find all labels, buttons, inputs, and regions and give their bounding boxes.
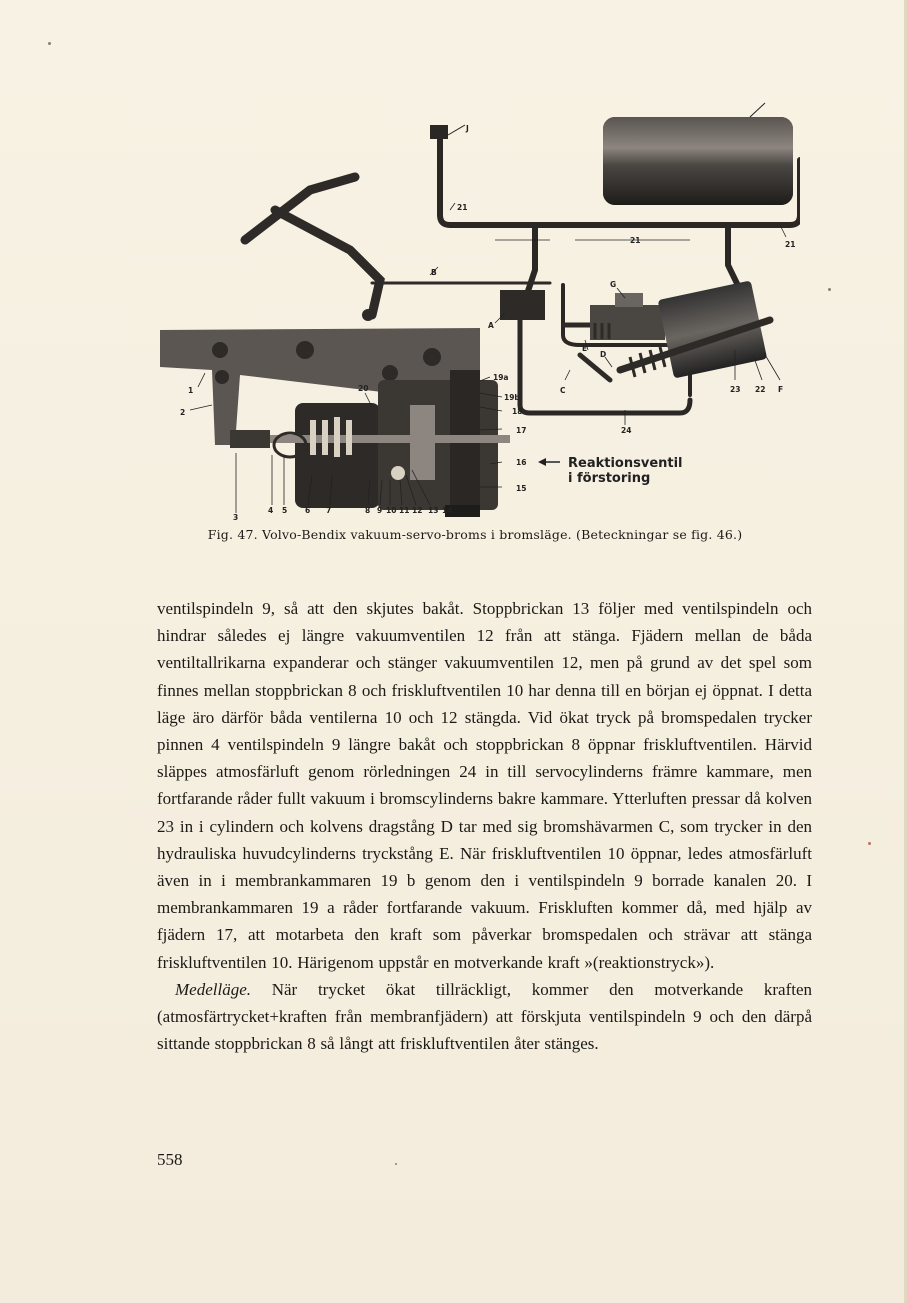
label-8: 8 (365, 506, 371, 515)
body-text (157, 595, 812, 1057)
check-valve-j (430, 125, 448, 139)
label-d: D (600, 350, 607, 359)
label-3: 3 (233, 513, 239, 522)
brake-servo-figure (150, 95, 800, 525)
vacuum-tank (603, 103, 793, 205)
label-20: 20 (358, 384, 369, 393)
label-c: C (560, 386, 566, 395)
paper-speck (828, 288, 831, 291)
label-22: 22 (755, 385, 766, 394)
paper-speck (868, 842, 871, 845)
label-14: 14 (442, 506, 453, 515)
label-13: 13 (428, 506, 439, 515)
paragraph-1: ventilspindeln 9, så att den skjutes bakåt. Stoppbrickan 13 följer med ventilspindeln och hindrar således ej längre vakuumventilen 12 från att stänga. Fjädern mellan de båda ventiltallrikarna expanderar och stänger vakuumventilen 12, men på grund av det spel som finnes mellan stoppbrickan 8 och friskluftventilen 10 har denna till en början ej öppnat. I detta läge äro därför båda ventilerna 10 och 12 stängda. Vid ökat tryck på bromspedalen trycker pinnen 4 ventilspindeln 9 längre bakåt och stoppbrickan 8 öppnar friskluftventilen. Härvid släppes atmosfärluft genom rörledningen 24 in till servocylinderns främre kammare, men fortfarande råder fullt vakuum i bromscylinderns bakre kammare. Ytterluften pressar då kolven 23 in i cylindern och kolvens dragstång D tar med sig bromshävarmen C, som trycker in den hydrauliska huvudcylinderns tryckstång E. När friskluftventilen 10 öppnar, ledes atmosfärluft även in i membrankammaren 19 b genom den i ventilspindeln 9 borrade kanalen 20. I membrankammaren 19 a råder fortfarande vakuum. Friskluften kommer då, med hjälp av fjädern 17, att motarbeta den kraft som påverkar bromspedalen och strävar att stänga friskluftventilen 10. Härigenom uppstår en motverkande kraft »(reaktionstryck»). (157, 599, 812, 972)
paper-speck (395, 1163, 397, 1165)
paragraph-2-heading: Medelläge. (175, 979, 251, 999)
label-4: 4 (268, 506, 274, 515)
label-10: 10 (386, 506, 397, 515)
master-cylinder (500, 290, 665, 340)
label-24: 24 (621, 426, 632, 435)
figure-caption: Fig. 47. Volvo-Bendix vakuum-servo-broms i bromsläge. (Beteckningar se fig. 46.) (207, 527, 743, 542)
label-21-middle: 21 (630, 236, 641, 245)
label-5: 5 (282, 506, 288, 515)
label-6: 6 (305, 506, 311, 515)
label-e: E (582, 344, 588, 353)
label-7: 7 (326, 506, 332, 515)
page-number: 558 (157, 1150, 183, 1169)
label-18: 18 (512, 407, 523, 416)
label-12: 12 (412, 506, 423, 515)
label-21-upper: 21 (457, 203, 468, 212)
label-19b: 19b (504, 393, 520, 402)
label-11: 11 (399, 506, 410, 515)
label-16: 16 (516, 458, 527, 467)
label-21-right: 21 (785, 240, 796, 249)
label-2: 2 (180, 408, 186, 417)
label-23: 23 (730, 385, 741, 394)
label-19a: 19a (493, 373, 509, 382)
label-g: G (610, 280, 617, 289)
label-1: 1 (188, 386, 194, 395)
paragraph-2 (157, 976, 812, 1058)
reaction-valve-callout (538, 456, 683, 486)
label-j: J (466, 124, 469, 133)
callout-line-1: Reaktionsventil (568, 456, 683, 471)
label-9: 9 (377, 506, 383, 515)
label-f: F (778, 385, 784, 394)
paper-speck (48, 42, 51, 45)
label-15: 15 (516, 484, 527, 493)
label-a: A (488, 321, 494, 330)
paragraph-2-text: När trycket ökat tillräckligt, kommer den motverkande kraften (atmosfärtrycket+kraften från membranfjädern) att förskjuta ventilspindeln 9 och den därpå sittande stoppbrickan 8 så långt att friskluftventilen åter stänges. (157, 979, 812, 1054)
label-17: 17 (516, 426, 527, 435)
callout-line-2: i förstoring (568, 471, 651, 486)
label-b: B (431, 268, 437, 277)
